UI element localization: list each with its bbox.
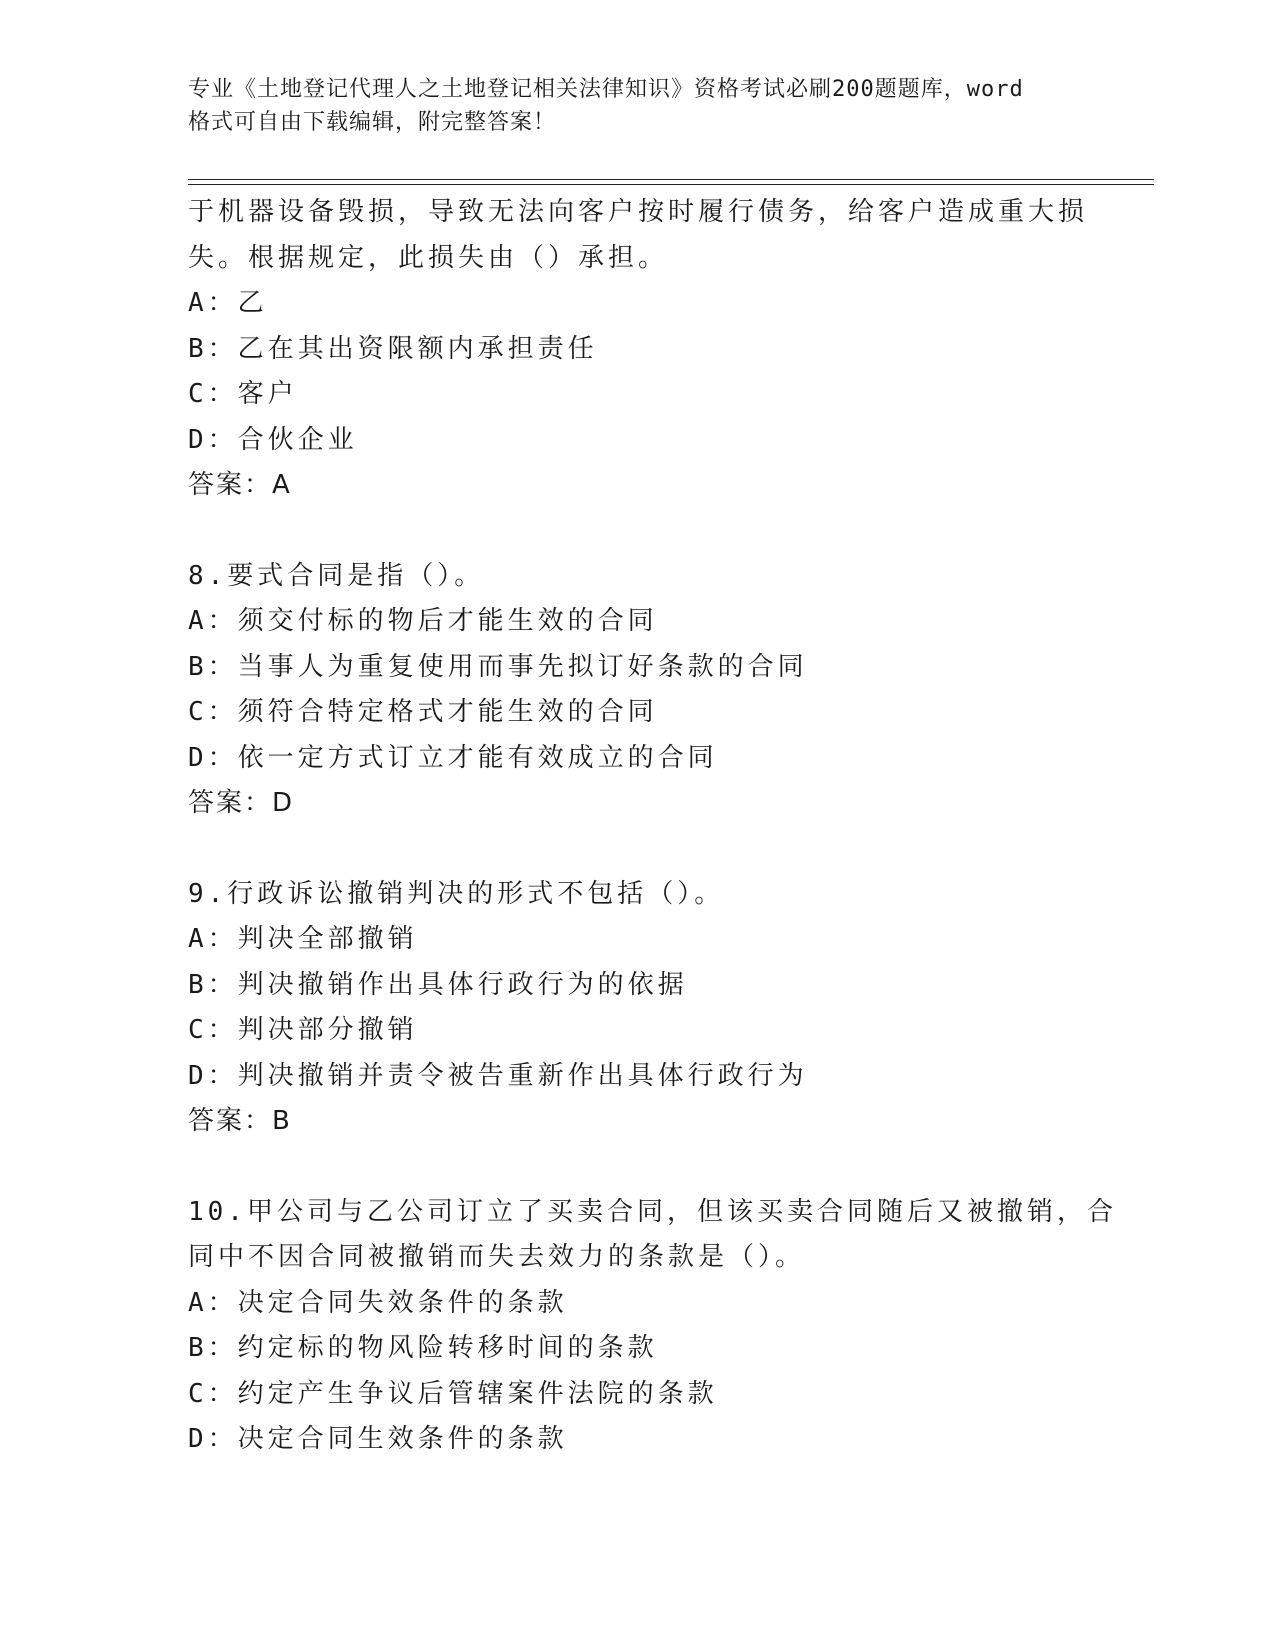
- option-c: C：客户: [188, 379, 298, 409]
- question-9: [188, 872, 1088, 1145]
- question-10: [188, 1190, 1117, 1463]
- document-header: [188, 73, 1088, 139]
- header-title-line-1: 专业《土地登记代理人之土地登记相关法律知识》资格考试必刷200题题库，word: [188, 77, 1024, 102]
- option-c: C：须符合特定格式才能生效的合同: [188, 697, 658, 727]
- answer-line: 答案：B: [188, 1106, 292, 1136]
- option-d: D：决定合同生效条件的条款: [188, 1424, 568, 1454]
- question-stem-line: 10.甲公司与乙公司订立了买卖合同，但该买卖合同随后又被撤销，合: [188, 1196, 1117, 1227]
- option-d: D：依一定方式订立才能有效成立的合同: [188, 742, 718, 773]
- answer-line: 答案：D: [188, 788, 295, 818]
- option-d: D：合伙企业: [188, 424, 358, 455]
- question-list: [188, 190, 1117, 1463]
- option-b: B：乙在其出资限额内承担责任: [188, 333, 598, 364]
- question-7-continued: [188, 190, 1088, 509]
- option-b: B：当事人为重复使用而事先拟订好条款的合同: [188, 651, 808, 682]
- option-a: A：决定合同失效条件的条款: [188, 1287, 568, 1318]
- option-a: A：须交付标的物后才能生效的合同: [188, 606, 658, 636]
- option-c: C：判决部分撤销: [188, 1015, 418, 1045]
- option-a: A：乙: [188, 288, 268, 318]
- option-b: B：判决撤销作出具体行政行为的依据: [188, 969, 688, 1000]
- question-stem-line: 8.要式合同是指（）。: [188, 560, 485, 591]
- answer-line: 答案：A: [188, 470, 292, 500]
- question-stem-line: 于机器设备毁损，导致无法向客户按时履行债务，给客户造成重大损: [188, 197, 1089, 227]
- option-a: A：判决全部撤销: [188, 924, 418, 954]
- option-d: D：判决撤销并责令被告重新作出具体行政行为: [188, 1060, 808, 1091]
- question-stem-line: 同中不因合同被撤销而失去效力的条款是（）。: [188, 1242, 806, 1272]
- question-stem-line: 失。根据规定，此损失由（）承担。: [188, 242, 669, 273]
- header-title-line-2: 格式可自由下载编辑，附完整答案！: [188, 110, 557, 135]
- option-b: B：约定标的物风险转移时间的条款: [188, 1333, 658, 1363]
- question-stem-line: 9.行政诉讼撤销判决的形式不包括（）。: [188, 878, 725, 909]
- question-8: [188, 554, 1088, 827]
- header-divider-top: [188, 179, 1154, 180]
- header-divider-bottom: [188, 184, 1154, 185]
- option-c: C：约定产生争议后管辖案件法院的条款: [188, 1378, 718, 1409]
